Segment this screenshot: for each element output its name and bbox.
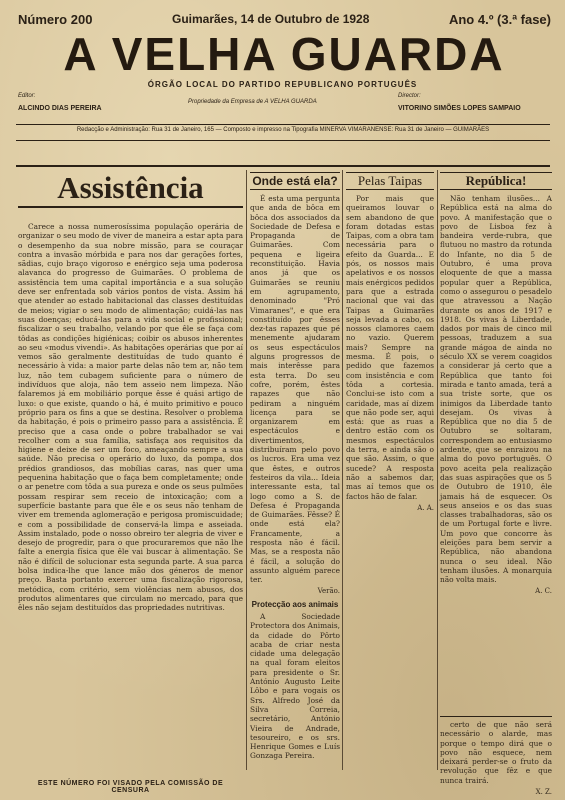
article-text: Carece a nossa numerosíssima população operária de organizar o seu modo de viver de maneira a estar apta para o desempenho da sua nobre missão, para se couraçar contra a invasão mórbida e para nos dar gerações fortes, sãdias, cujo braço vigoroso e enérgico seja uma poderosa alavanca do progresso de Guimarães. O problema de assistência tem uma capital importância e a sua solução deve ser enfrentada sob vários pontos de vista. Assim há que atender ao estado habitacional das classes destituídas de meios; vigiar o seu modo de alimentação; cuidá-las nas suas doenças; educá-las para a vida social e profissional; fiscalizar o seu trabalho, velando por que êle se faça com tôdas as condições higiénicas; coibir os abusos inherentes ao seu «modus vivendi». As habitações operárias que por aí vemos são geralmente destituídas de tudo quanto é necessário à vida: a maior parte delas não tem ar, não tem luz, não tem cubagem suficiente para o número de indivíduos que aloja, não tem asseio nem limpeza. Não falaremos já em mobiliário porque êsse é quási artigo de luxo: o que existe, quando o há, é muito primitivo e pouco próprio para os fins a que se destina. Resolver o problema da habitação, é pois o primeiro passo para a assistência. É preciso que a casa onde o pobre trabalhador se vai recolher com a sua família, satisfaça aos requisitos da higiene e deixe de ser um foco, ameaçando sempre a sua saúde. Não precisa o operário do luxo, da pompa, dos prédios grandiosos, das mobílias caras, nas quer uma pequenina habitação que o faça bem completamente; onde o ar penetre com tôda a sua pureza e onde os seus pulmões possam respirar sem receio de intoxicação; com a superfície bastante para que êle e os seus não tenham de viver em tremenda aglomeração e perigosa promiscuidade; e com a possibilidade de conservá-la limpa e asseiada. Assim instalado, pode o nosso obreiro ter alegria de viver e desejo de progredir, para o que procuraremos que não lhe falte a energia física que êle vai buscar à alimentação. Se não é difícil de solucionar esta segunda parte. A sua parca bolsa indica-lhe que lance mão dos géneros de menor preço. Basta portanto exercer uma fiscalização rigorosa, metódica, com critério, sem violências nem abusos, dos produtos alimentares que circulam no mercado, para que êles não sejam destituídos das propriedades nutritivas. (18, 222, 243, 613)
article-signature: A. C. (535, 587, 552, 596)
divider (440, 716, 552, 717)
director-name: VITORINO SIMÕES LOPES SAMPAIO (398, 105, 521, 112)
staff-row (18, 93, 548, 123)
divider (16, 124, 550, 125)
article-body-republica-continued (440, 720, 552, 797)
article-body-assistencia (18, 222, 243, 777)
article-body-onde (250, 194, 340, 594)
editor-label: Editor: (18, 93, 36, 99)
divider (16, 140, 550, 141)
article-text: Não tenham ilusões... A República está na alma do povo. A manifestação que o povo de Lisboa fez à bandeira verde-rubra, que flutuou no mastro da rotunda do Infante, no dia 5 de Outubro, é uma prova eloquente de que a massa popular quer a República, como o assegurou o pesadelo que atravessou a Nação durante os anos de 1917 e 1918. Os vivas à Liberdade, dados por mais de cinco mil pessoas, traduzem a sua grande mágoa de ainda no século XX se verem coagidos a considerar já certo que a República que tanto foi mirada e tanto amada, terá a sua triste sorte, que os inimigos da Liberdade tanto desejam. Os vivas à República que no dia 5 de Outubro se soltaram, correspondem ao entusiasmo ardente, que se enraizou na alma do povo português. O povo aceita pela realização das suas aspirações que os 5 de Outubro de 1910, êle jamais há de esquecer. Os seus anseios e os das suas classes trabalhadoras, são os de um Portugal forte e livre. Um povo que concorre às eleições para bem servir a República, não abandona nunca o seu ideal. Não tenham ilusões. A monarquia não volta mais. (440, 194, 552, 585)
article-body-taipas (346, 194, 434, 774)
divider (16, 165, 550, 167)
article-text: certo de que não será necessário o alarde, mas porque o tempo dirá que o povo não esquece, nem deixará perder-se o fruto da revolução que fêz e que nunca trairá. (440, 720, 552, 785)
redaction-line: Redacção e Administração: Rua 31 de Janeiro, 165 — Composto e impresso na Tipografia MINERVA VIMARANENSE: Rua 31 de Janeiro — GUIMARÃES (76, 127, 490, 133)
article-text: Por mais que queiramos louvar o sem abandono de que foram dotadas estas Taipas, com a obra tam necessária para o efeito da Guarda... E pós, os nossos mais apelativos e os nossos mais enérgicos pedidos para que a estrada nacional que vai das Taipas a Guimarães seja levada a cabo, os nossos clamores caem no vazio. Querem mais? Sempre na mesma. É pois, o pedido que fazemos com insistência e com tôda a cortesia. Conclui-se isto com a caridade, mas aí dizem que não pode ser, aqui está: que as ruas a dentro estão com os mesmos espectáculos da terra, e ainda são o que são. Assim, o que sucede? A resposta não a sabemos dar, mas aí temos que os factos hão de falar. (346, 194, 434, 501)
article-title-onde: Onde está ela? (250, 172, 340, 190)
organ-subtitle: ÓRGÃO LOCAL DO PARTIDO REPUBLICANO PORTUGUÊS (147, 80, 418, 89)
owner-label: Propriedade da Empresa de A VELHA GUARDA (188, 99, 317, 105)
issue-date: Guimarães, 14 de Outubro de 1928 (171, 12, 370, 26)
article-text: É esta uma pergunta que anda de bôca em bôca dos associados da Sociedade de Defesa e Propaganda de Guimarães. Com pequena e ligeira reconstituição. Havia anos já que os Guimarães se reuniu em agrupamento, denominado "Pró Vimaranes", e que era constituído por êsses dez-tas rapazes que pé menemente ajudaram os seus espectáculos alguns progressos de mais interêsse para esta terra. Do seu cofre, porém, êstes rapazes que não pediram a ninguém licença para se organizarem em espectáculos e divertimentos, distribuíram pelo povo os lucros. Era uma vez que êstes, e outros festeiros da vila... Ideia interessante esta, tal logo como a S. de Defesa é Propaganda de Guimarães. Fêsse? É onde está ela? Francamente, a resposta não é fácil. Mas, se a resposta não é fácil, a solução do assunto alguém parece ter. (250, 194, 340, 585)
article-signature: X. Z. (535, 788, 552, 797)
article-title-proteccao: Protecção aos animais (251, 600, 339, 609)
article-signature: A. A. (417, 503, 434, 512)
article-body-proteccao (250, 612, 340, 772)
issue-number: Número 200 (18, 11, 93, 27)
article-signature: Verão. (317, 587, 340, 596)
column-rule (437, 170, 438, 770)
article-text: A Sociedade Protectora dos Animais, da cidade do Pôrto acaba de criar nesta cidade uma delegação na qual foram eleitos para presidente o Sr. António Augusto Leite Lôbo e para vogais os Srs. Alfredo José da Silva Correia, secretário, António Vieira de Andrade, tesoureiro, e os srs. Henrique Gomes e Luís Gonzaga Pereira. (250, 612, 340, 761)
top-bar (18, 8, 551, 30)
issue-year: Ano 4.º (3.ª fase) (448, 11, 551, 27)
article-title-taipas: Pelas Taipas (346, 172, 434, 190)
newspaper-title: A VELHA GUARDA (63, 28, 505, 80)
article-title-republica: República! (440, 172, 552, 190)
director-label: Director: (398, 93, 421, 99)
column-rule (342, 170, 343, 770)
column-rule (246, 170, 247, 770)
article-body-republica (440, 194, 552, 714)
article-title-assistencia: Assistência (18, 170, 243, 208)
censorship-note: ESTE NÚMERO FOI VISADO PELA COMISSÃO DE CENSURA (37, 780, 224, 794)
editor-name: ALCINDO DIAS PEREIRA (18, 105, 102, 112)
